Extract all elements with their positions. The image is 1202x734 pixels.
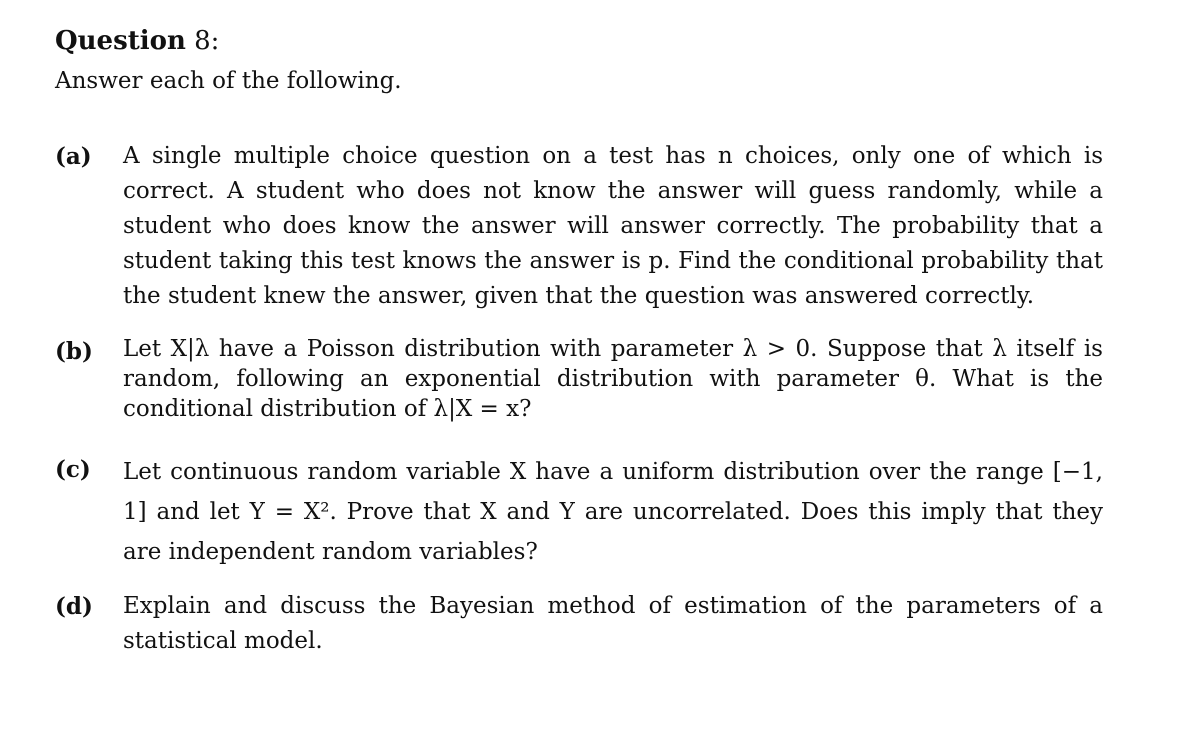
part-label: (b) [55,338,93,365]
part-label: (d) [55,593,93,620]
question-heading: Question [55,26,186,56]
part-text: Let X|λ have a Poisson distribution with parameter λ > 0. Suppose that λ itself is random, following an exponential distribution with parameter θ. What is the conditional distribution of λ|X = x? [123,336,1103,422]
intro-text: Answer each of the following. [55,68,402,94]
part-label: (c) [55,456,91,483]
question-title [55,26,219,56]
part-a [55,139,1103,314]
part-c [55,452,1103,572]
part-text: Let continuous random variable X have a uniform distribution over the range [−1, 1] and let Y = X². Prove that X and Y are uncorrelated. Does this imply that they are independent random variables? [123,459,1103,565]
part-text: A single multiple choice question on a test has n choices, only one of which is correct. A student who does not know the answer will guess randomly, while a student who does know the answer will answer correctly. The probability that a student taking this test knows the answer is p. Find the conditional probability that the student knew the answer, given that the question was answered correctly. [123,143,1103,309]
part-b [55,334,1103,424]
part-label: (a) [55,143,92,170]
question-number: 8: [194,26,220,56]
part-d [55,589,1103,659]
part-text: Explain and discuss the Bayesian method of estimation of the parameters of a statistical model. [123,593,1103,654]
